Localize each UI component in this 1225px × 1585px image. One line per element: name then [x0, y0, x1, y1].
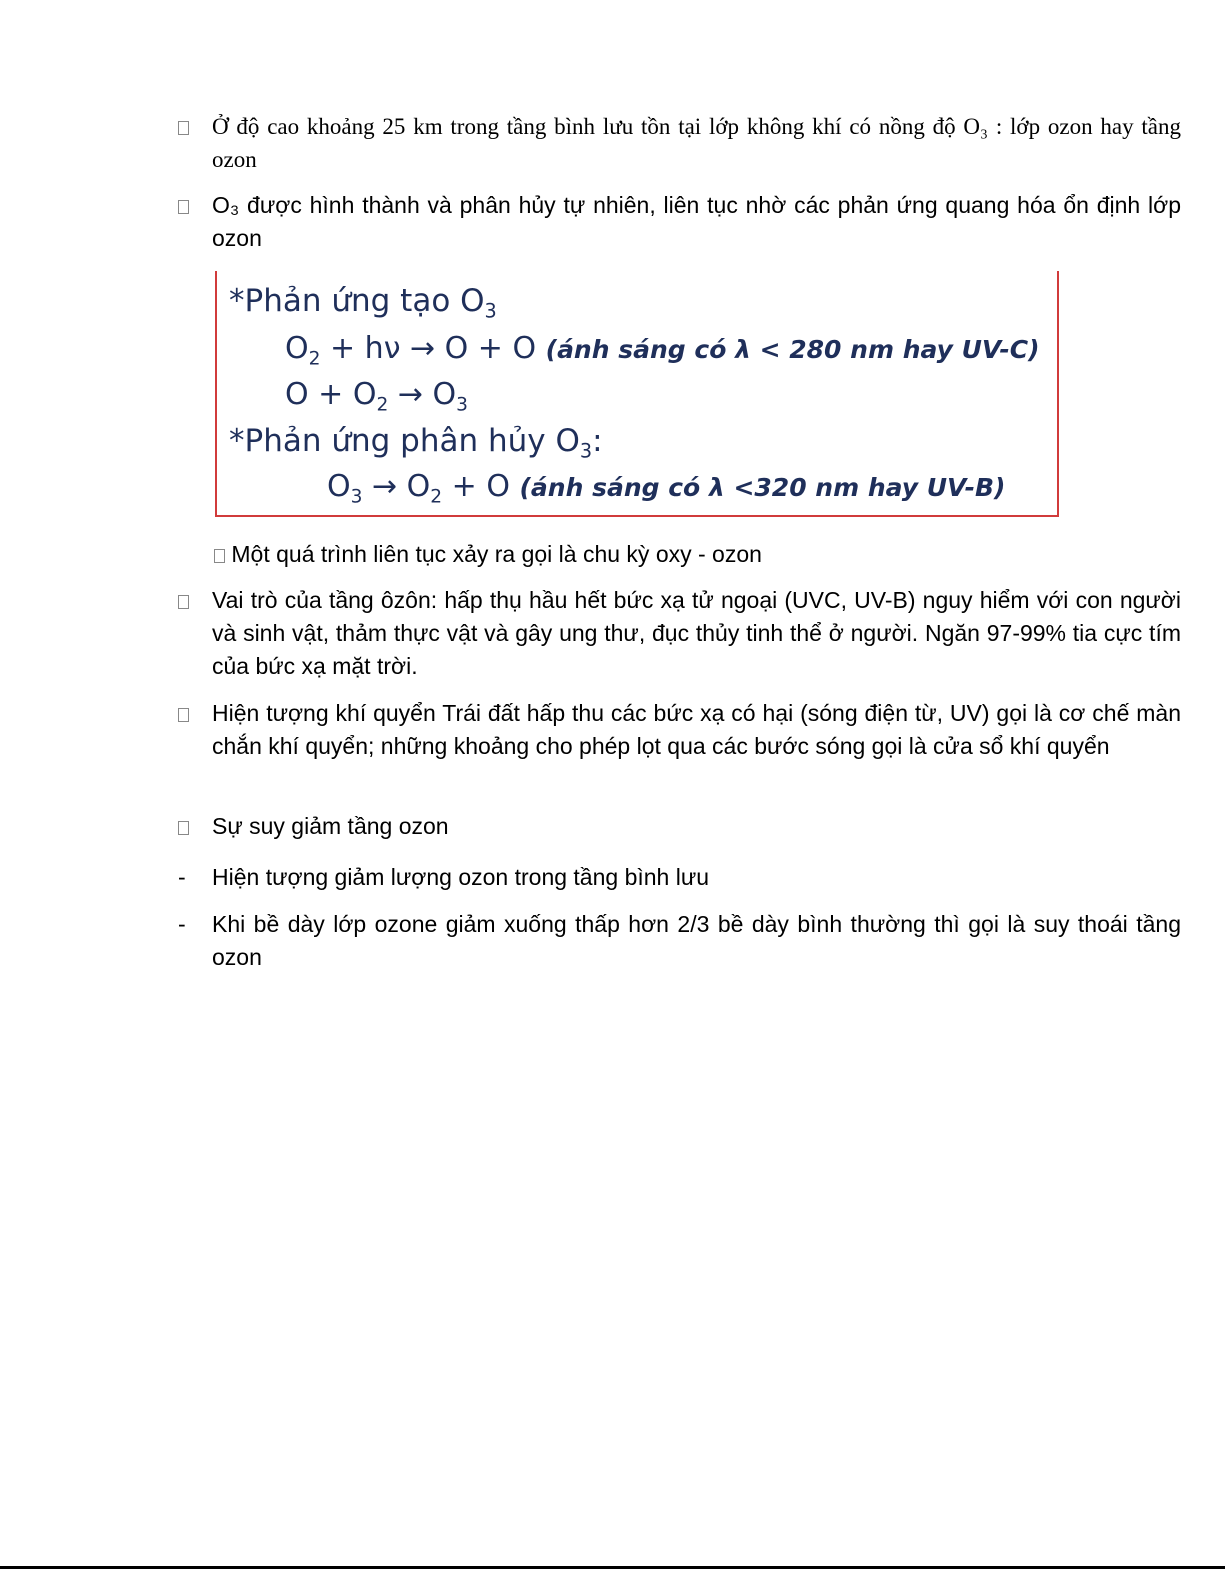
bullet-marker [178, 584, 212, 617]
paragraph-text: Ở độ cao khoảng 25 km trong tầng bình lưu tồn tại lớp không khí có nồng độ O₃ : lớp ozon hay tầng ozon [212, 114, 1181, 172]
box-bullet-icon [214, 549, 225, 563]
dash-marker: - [178, 911, 186, 937]
paragraph-text: Vai trò của tầng ôzôn: hấp thụ hầu hết bức xạ tử ngoại (UVC, UV-B) nguy hiểm với con người và sinh vật, thảm thực vật và gây ung thư, đục thủy tinh thể ở người. Ngăn 97-99% tia cực tím của bức xạ mặt trời. [212, 587, 1181, 679]
dash-item-degradation-definition [178, 908, 1181, 974]
box-bullet-icon [178, 200, 189, 214]
bullet-marker [178, 697, 212, 730]
dash-item-text: Hiện tượng giảm lượng ozon trong tầng bình lưu [212, 864, 710, 890]
paragraph-text: O₃ được hình thành và phân hủy tự nhiên, liên tục nhờ các phản ứng quang hóa ổn định lớp ozon [212, 192, 1181, 251]
box-bullet-icon [178, 595, 189, 609]
bullet-marker [178, 189, 212, 222]
dash-marker: - [178, 864, 186, 890]
box-bullet-icon [178, 708, 189, 722]
heading-formation-reaction: *Phản ứng tạo $O_3$ [229, 283, 497, 323]
paragraph-ozone-layer [178, 110, 1181, 176]
box-bullet-icon [178, 821, 189, 835]
dash-item-text: Khi bề dày lớp ozone giảm xuống thấp hơn 2/3 bề dày bình thường thì gọi là suy thoái tầng ozon [212, 911, 1181, 970]
paragraph-text: Sự suy giảm tầng ozon [212, 813, 449, 839]
equation-ozone-formation: $O + O_2 \to O_3$ [285, 377, 468, 416]
bullet-marker [178, 110, 212, 143]
dash-item-depletion-definition [178, 861, 1181, 894]
page-bottom-rule [0, 1566, 1225, 1569]
equation-note-uvb: (ánh sáng có λ <320 nm hay UV-B) [519, 473, 1006, 502]
paragraph-ozone-role [178, 584, 1181, 683]
paragraph-text: Hiện tượng khí quyển Trái đất hấp thu các bức xạ có hại (sóng điện từ, UV) gọi là cơ chế màn chắn khí quyển; những khoảng cho phép lọt qua các bước sóng gọi là cửa sổ khí quyển [212, 700, 1181, 759]
paragraph-ozone-depletion [178, 810, 1181, 843]
cycle-statement: Một quá trình liên tục xảy ra gọi là chu kỳ oxy - ozon [214, 538, 762, 571]
heading-decomposition-reaction: *Phản ứng phân hủy $O_3$: [229, 423, 603, 463]
equation-note-uvc: (ánh sáng có λ < 280 nm hay UV-C) [545, 335, 1040, 364]
paragraph-ozone-formation [178, 189, 1181, 255]
reaction-box [215, 271, 1059, 517]
equation-o2-photolysis: $O_2 + h\nu \to O + O$ (ánh sáng có λ < 280 nm hay UV-C) [285, 331, 1040, 370]
equation-ozone-decomposition: $O_3 \to O_2 + O$ (ánh sáng có λ <320 nm hay UV-B) [327, 469, 1006, 508]
box-bullet-icon [178, 121, 189, 135]
paragraph-atmospheric-shield [178, 697, 1181, 763]
bullet-marker [178, 810, 212, 843]
